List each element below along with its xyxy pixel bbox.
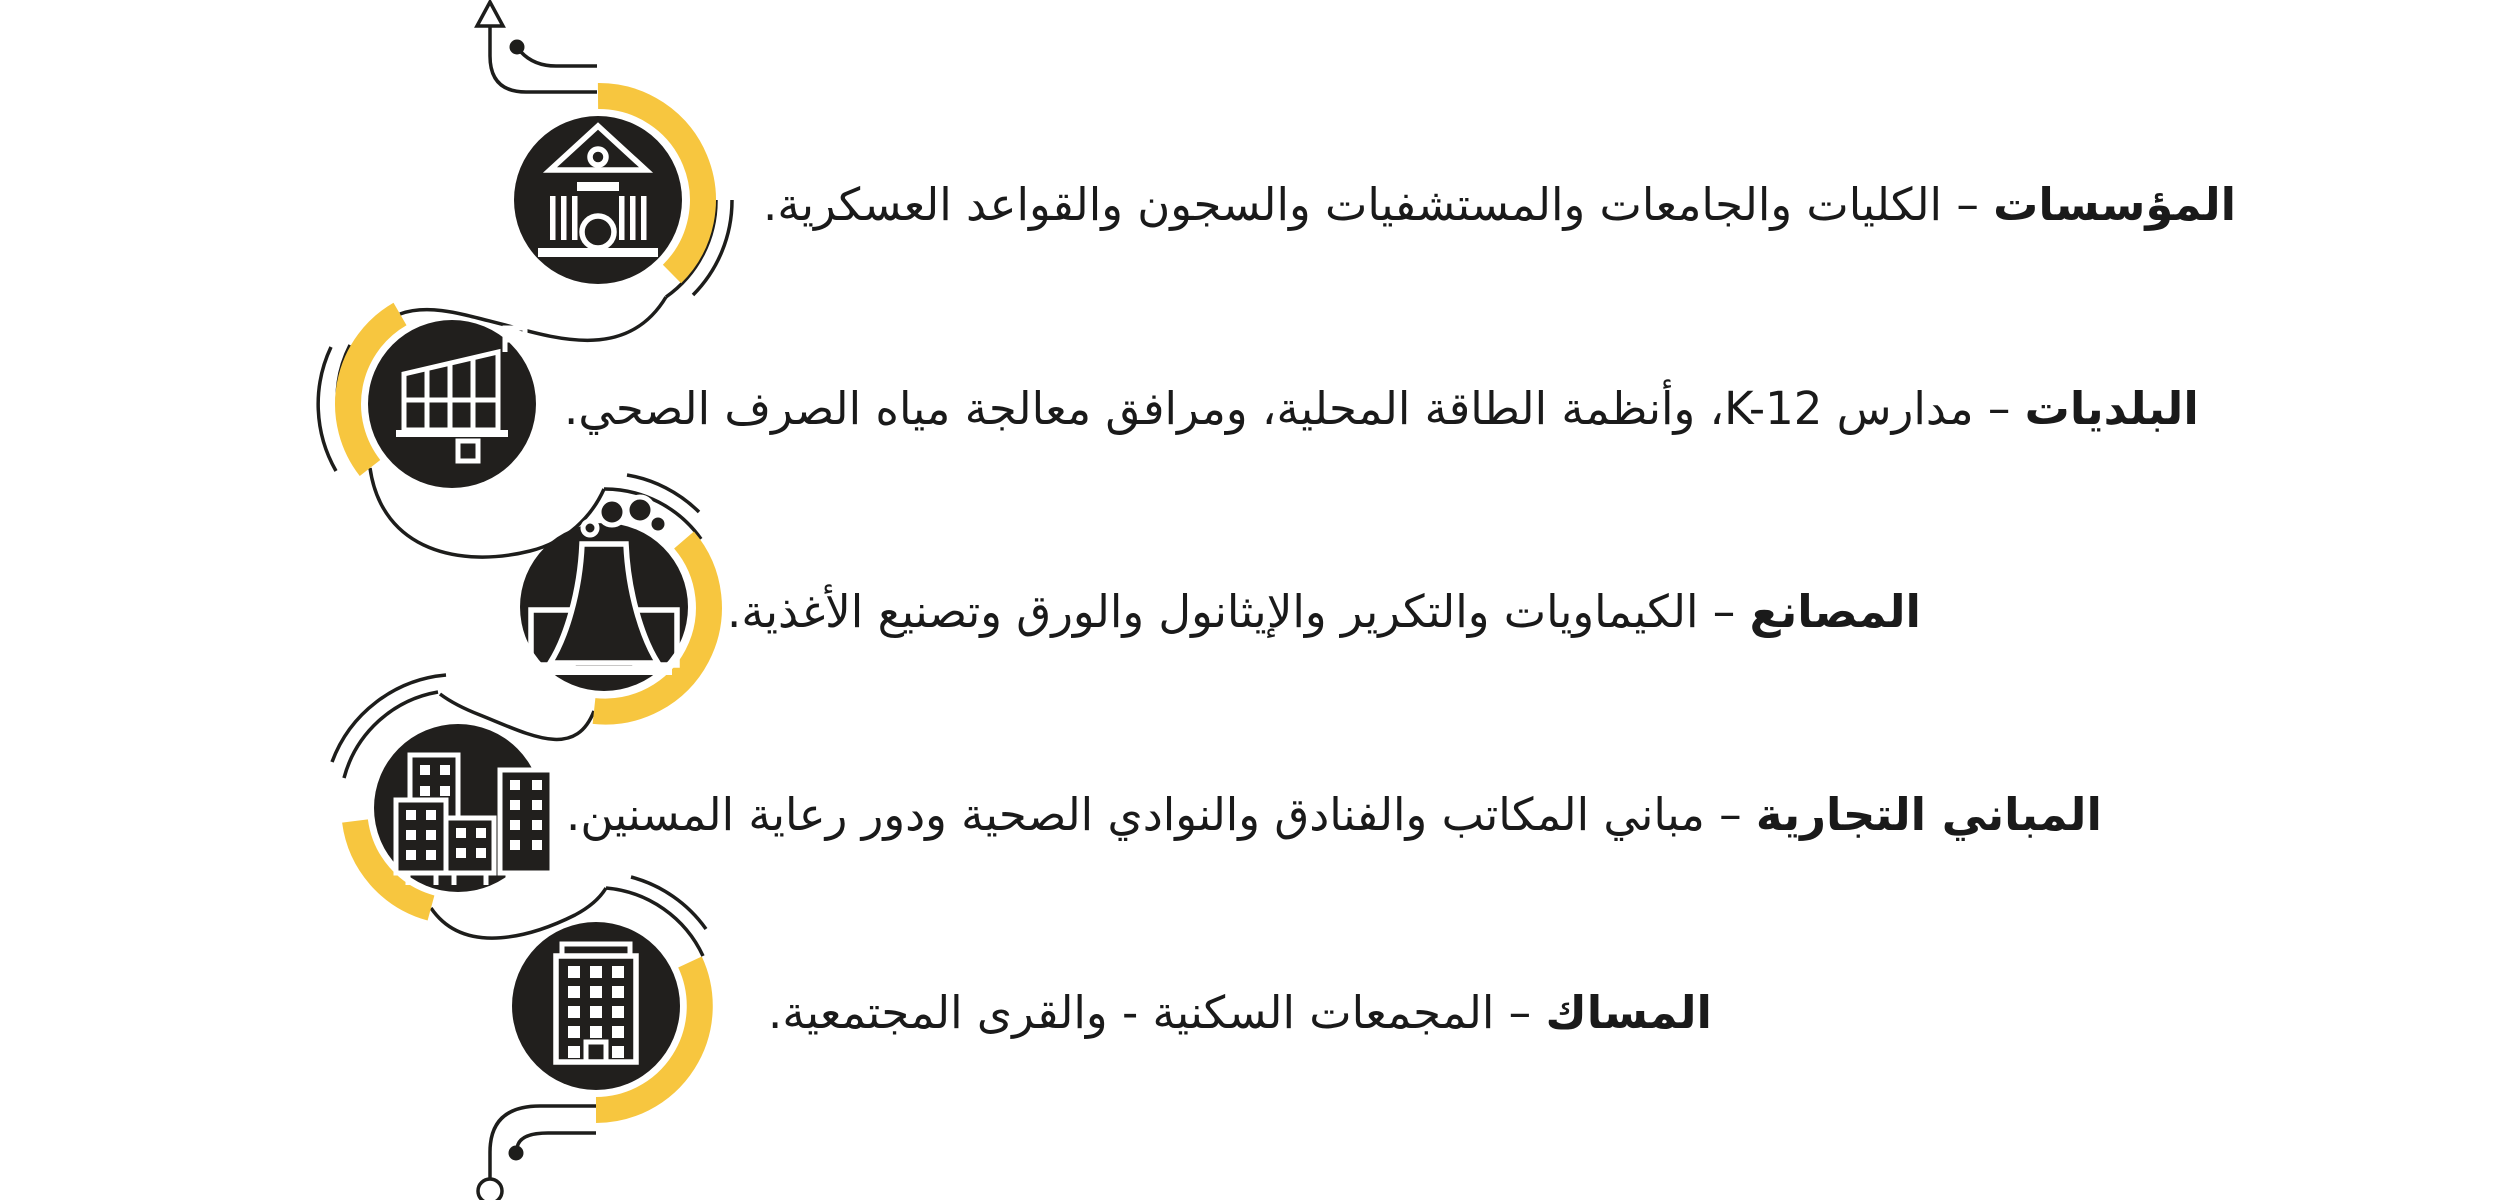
icon-circle-factories: [520, 497, 688, 691]
item-period: .: [763, 178, 778, 231]
item-period: .: [566, 788, 581, 841]
icon-circle-municipalities: [368, 320, 536, 488]
item-period: .: [727, 585, 742, 638]
item-title: البلديات: [2024, 382, 2199, 435]
timeline-item-commercial-text: [566, 783, 2102, 847]
item-title: المساك: [1545, 986, 1712, 1039]
item-description: – الكليات والجامعات والمستشفيات والسجون والقواعد العسكرية: [777, 178, 1994, 231]
item-description: – الكيماويات والتكرير والإيثانول والورق وتصنيع الأغذية: [741, 585, 1750, 638]
arrow-up-icon: [477, 2, 597, 92]
item-period: .: [564, 382, 579, 435]
end-ring-lead: [478, 1106, 596, 1200]
icon-circle-institutions: [514, 116, 682, 284]
item-title: المصانع: [1749, 585, 1921, 638]
icon-circle-commercial: [374, 724, 552, 892]
timeline-item-municipalities-text: [564, 377, 2199, 441]
item-description: – المجمعات السكنية - والقرى المجتمعية: [782, 986, 1546, 1039]
item-title: المؤسسات: [1993, 178, 2237, 231]
item-period: .: [768, 986, 783, 1039]
timeline-item-residential-text: [768, 981, 1712, 1045]
icon-circle-residential: [512, 922, 680, 1090]
item-description: – مدارس K-12، وأنظمة الطاقة المحلية، ومرافق معالجة مياه الصرف الصحي: [578, 382, 2025, 435]
item-title: المباني التجارية: [1755, 788, 2102, 841]
timeline-item-factories-text: [727, 580, 1921, 644]
item-description: – مباني المكاتب والفنادق والنوادي الصحية ودور رعاية المسنين: [580, 788, 1756, 841]
end-dot-lead: [509, 1133, 597, 1161]
timeline-item-institutions-text: [763, 173, 2236, 237]
start-dot-lead: [510, 40, 598, 67]
